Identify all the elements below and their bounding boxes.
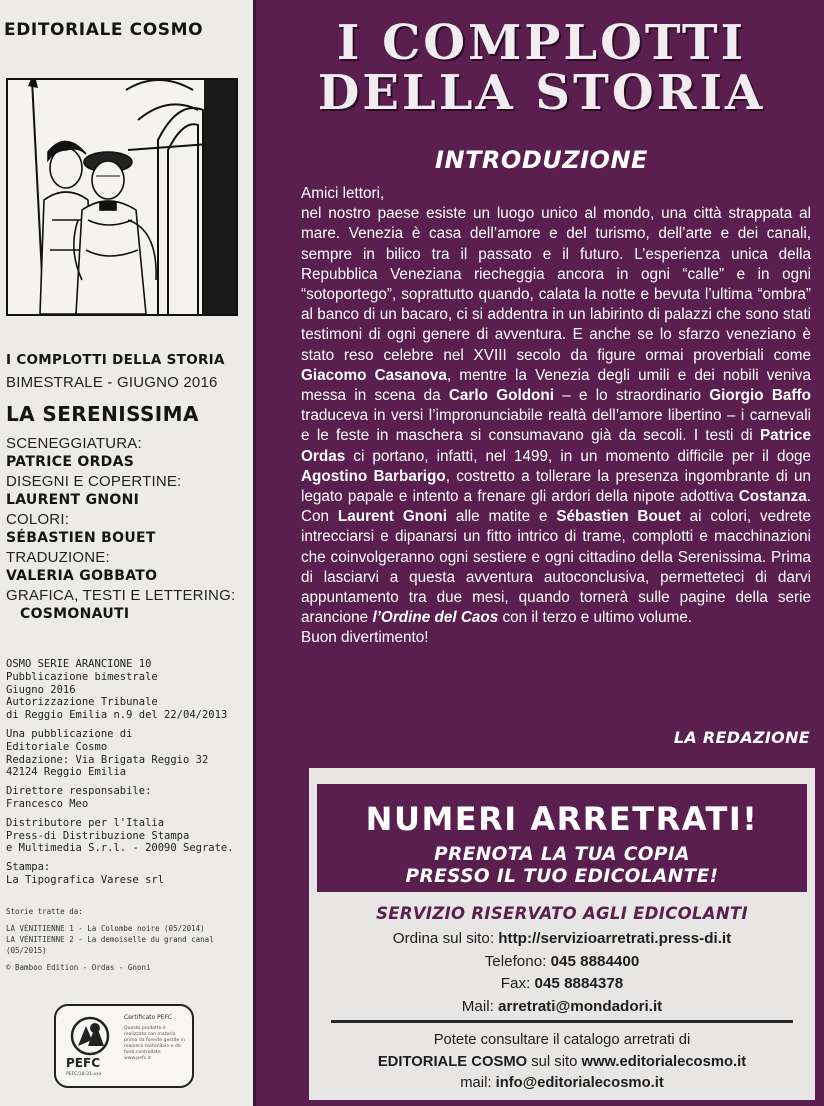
contact-info xyxy=(309,928,815,1018)
imprint-line: Pubblicazione bimestrale xyxy=(6,670,158,683)
back-issues-banner xyxy=(317,784,807,892)
source-line: LA VÉNITIENNE 1 - La Colombe noire (05/2014) xyxy=(6,924,205,933)
name-highlight: Costanza xyxy=(738,488,807,506)
imprint-line: 42124 Reggio Emilia xyxy=(6,766,127,779)
banner-sub-line: PRENOTA LA TUA COPIA xyxy=(434,844,690,865)
publisher-logo: EDITORIALE COSMO xyxy=(4,20,204,40)
issue-title: LA SERENISSIMA xyxy=(6,402,199,426)
name-highlight: Carlo Goldoni xyxy=(448,387,554,405)
magazine-title-line: I COMPLOTTI xyxy=(336,15,747,71)
sources-heading: Storie tratte da: xyxy=(6,907,83,916)
phone-number: 045 8884400 xyxy=(550,952,640,970)
imprint-line: OSMO SERIE ARANCIONE 10 xyxy=(6,658,152,670)
name-highlight: Laurent Gnoni xyxy=(337,508,448,526)
credit-name: COSMONAUTI xyxy=(20,606,130,622)
mail-line: Mail: arretrati@mondadori.it xyxy=(461,997,663,1015)
back-issues-heading: NUMERI ARRETRATI! xyxy=(365,800,759,838)
right-editorial-column xyxy=(259,0,824,1106)
pefc-description: Questo prodotto è realizzato con materia prima da foreste gestite in maniera sostenibile e da fonti controllate www.pefc.it xyxy=(124,1026,186,1061)
imprint-line: Una pubblicazione di xyxy=(6,727,133,740)
imprint-line: Distributore per l'Italia xyxy=(6,816,165,829)
name-highlight: Giacomo Casanova xyxy=(301,366,447,384)
intro-paragraph: nel nostro paese esiste un luogo unico al mondo, una città strappata al mare. Venezia è casa dell’amore e del turismo, dell’arte e dei canali, sempre in bilico tra il passato e il futuro. L’esperienza unica della Repubblica Veneziana riecheggia ancora in ogni “calle” e in ogni “sotoportego”, soprattutto quando, calata la notte e bevuta l’ultima “ombra” al banco di un bacaro, ci si addentra in un labirinto di palazzi che sono stati testimoni di ogni genere di avventura. E anche se lo sfarzo veneziano è stato reso celebre nel XVIII secolo da figure ormai proverbiali come Giacomo Casanova, mentre la Venezia degli umili e dei nobili veniva messa in scena da Carlo Goldoni – e lo straordinario Giorgio Baffo traduceva in versi l’impronunciabile realtà dell’amore libertino – i carnevali e le feste in maschera si consumavano già da secoli. I testi di Patrice Ordas ci portano, infatti, nel 1499, in un momento difficile per il doge Agostino Barbarigo, costretto a tollerare la presenza ingombrante di un legato papale e intento a frenare gli ardori della nipote adottiva Costanza. Con Laurent Gnoni alle matite e Sébastien Bouet ai colori, vedrete intrecciarsi e dipanarsi un fitto intrico di trame, complotti e macchinazioni che coinvolgeranno ogni sestiere e ogni cittadino della Serenissima. Prima di lasciarvi a questa avventura autoconclusiva, permetteteci di darvi appuntamento tra due mesi, quando tornerà sulle pagine della serie arancione l’Ordine del Caos con il terzo e ultimo volume. xyxy=(301,205,811,627)
service-heading: SERVIZIO RISERVATO AGLI EDICOLANTI xyxy=(376,904,748,923)
pefc-label: PEFC xyxy=(66,1056,100,1070)
credit-role: SCENEGGIATURA: xyxy=(6,435,142,452)
pefc-tree-icon xyxy=(64,1014,116,1080)
name-highlight: Patrice Ordas xyxy=(301,427,811,465)
sources-block xyxy=(6,906,250,973)
credit-role: DISEGNI E COPERTINE: xyxy=(6,473,182,490)
credit-role: COLORI: xyxy=(6,511,70,528)
cover-illustration xyxy=(6,78,238,316)
imprint-line: Redazione: Via Brigata Reggio 32 xyxy=(6,753,209,766)
imprint-line: La Tipografica Varese srl xyxy=(6,873,165,886)
name-highlight: Giorgio Baffo xyxy=(709,387,811,405)
imprint-line: Francesco Meo xyxy=(6,797,89,810)
imprint-line: di Reggio Emilia n.9 del 22/04/2013 xyxy=(6,709,228,722)
credit-name: SÉBASTIEN BOUET xyxy=(6,530,156,546)
credit-role: GRAFICA, TESTI E LETTERING: xyxy=(6,587,236,604)
series-highlight: l’Ordine del Caos xyxy=(372,609,499,627)
catalog-line: mail: info@editorialecosmo.it xyxy=(460,1075,664,1091)
imprint-line: Press-di Distribuzione Stampa xyxy=(6,829,190,842)
imprint-line: Direttore responsabile: xyxy=(6,785,152,798)
name-highlight: Agostino Barbarigo xyxy=(301,467,446,485)
pefc-cert-title: Certificato PEFC xyxy=(124,1014,173,1021)
magazine-title xyxy=(259,15,824,121)
phone-line: Telefono: 045 8884400 xyxy=(484,952,640,970)
banner-sub-line: PRESSO IL TUO EDICOLANTE! xyxy=(405,866,719,887)
catalog-mail-link[interactable]: info@editorialecosmo.it xyxy=(495,1075,664,1091)
left-colophon-column xyxy=(0,0,256,1106)
catalog-line: Potete consultare il catalogo arretrati di xyxy=(433,1032,691,1048)
back-issues-box xyxy=(309,768,815,1100)
closing-line: Buon divertimento! xyxy=(301,629,429,647)
catalog-line: EDITORIALE COSMO sul sito www.editorialecosmo.it xyxy=(377,1053,747,1070)
imprint-line: Editoriale Cosmo xyxy=(6,740,108,753)
imprint-line: Giugno 2016 xyxy=(6,683,76,696)
catalog-info xyxy=(309,1030,815,1095)
credit-name: VALERIA GOBBATO xyxy=(6,568,158,584)
source-line: LA VÉNITIENNE 2 - La demoiselle du grand canal (05/2015) xyxy=(6,935,214,955)
fax-line: Fax: 045 8884378 xyxy=(500,975,624,992)
credit-role: TRADUZIONE: xyxy=(6,549,110,566)
imprint-line: Autorizzazione Tribunale xyxy=(6,696,158,709)
salutation: Amici lettori, xyxy=(301,185,385,202)
imprint-line: Stampa: xyxy=(6,861,51,874)
issue-periodicity: BIMESTRALE - GIUGNO 2016 xyxy=(6,374,218,391)
imprint-block xyxy=(6,658,246,893)
credit-name: PATRICE ORDAS xyxy=(6,454,135,470)
website-link[interactable]: www.editorialecosmo.it xyxy=(581,1053,747,1070)
illustration-drawing xyxy=(8,80,236,314)
mail-link[interactable]: arretrati@mondadori.it xyxy=(498,997,663,1015)
divider xyxy=(331,1020,793,1023)
credit-name: LAURENT GNONI xyxy=(6,492,140,508)
order-url-link[interactable]: http://servizioarretrati.press-di.it xyxy=(498,930,732,947)
fax-number: 045 8884378 xyxy=(534,975,624,992)
credits-list xyxy=(6,434,252,624)
name-highlight: Sébastien Bouet xyxy=(556,508,681,526)
banner-subheading xyxy=(317,844,807,888)
introduction-body xyxy=(301,184,811,649)
magazine-title-line: DELLA STORIA xyxy=(317,65,766,121)
pefc-certification-badge xyxy=(54,1004,194,1088)
editorial-signoff: LA REDAZIONE xyxy=(673,728,810,747)
introduction-heading: INTRODUZIONE xyxy=(435,146,648,174)
pefc-code: PEFC/18-31-xxx xyxy=(66,1072,102,1077)
order-line: Ordina sul sito: http://servizioarretrati.press-di.it xyxy=(392,930,732,947)
copyright-line: © Bamboo Edition - Ordas - Gnoni xyxy=(6,963,151,972)
imprint-line: e Multimedia S.r.l. - 20090 Segrate. xyxy=(6,842,234,855)
series-name: I COMPLOTTI DELLA STORIA xyxy=(6,352,225,368)
